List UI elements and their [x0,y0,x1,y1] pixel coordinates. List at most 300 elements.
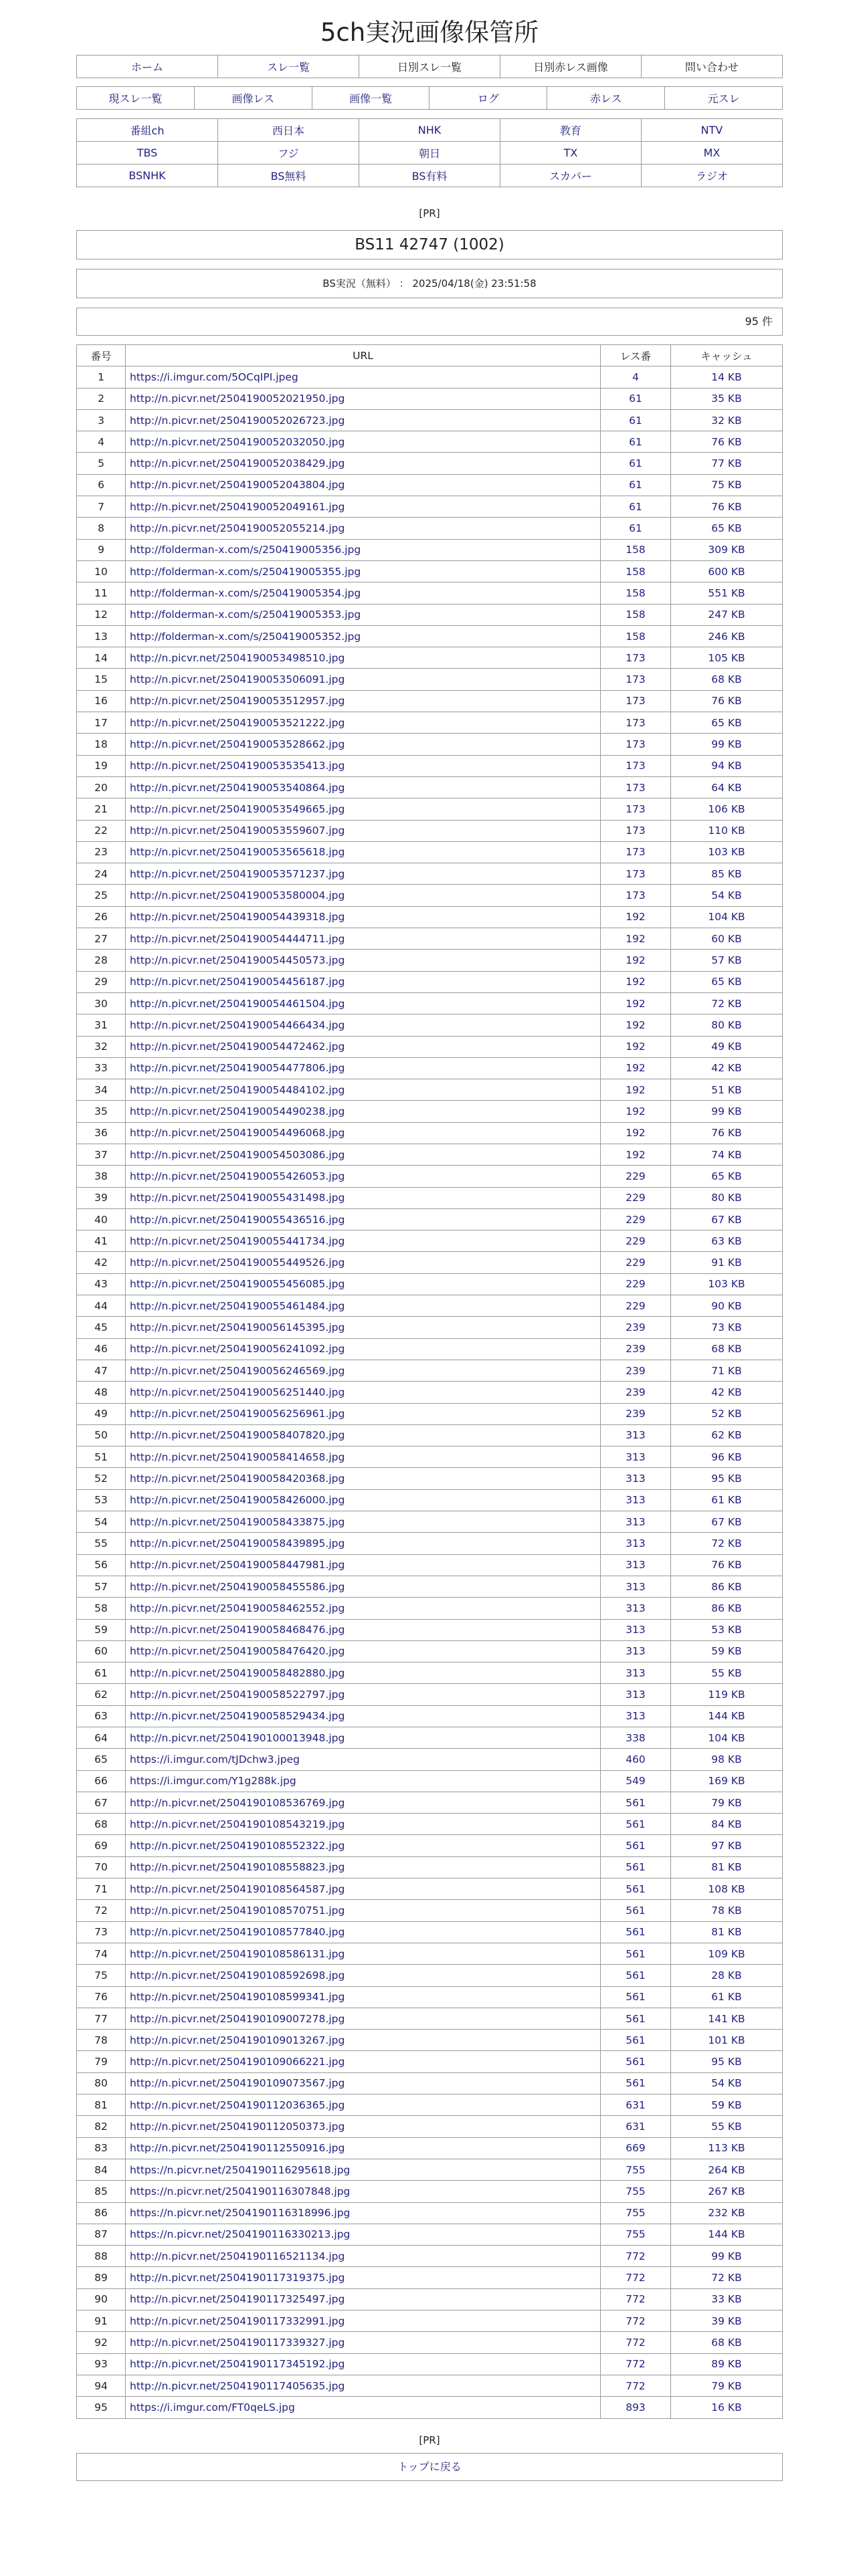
row-cache-link[interactable]: 59 KB [671,1640,783,1662]
row-res-number-link[interactable]: 192 [601,1057,671,1079]
row-res-number-link[interactable]: 239 [601,1403,671,1424]
channel-fuji[interactable]: フジ [218,142,359,165]
nav-log[interactable]: ログ [430,87,547,110]
nav-original-thread[interactable]: 元スレ [665,87,783,110]
row-url-link[interactable]: http://folderman-x.com/s/250419005354.jpg [126,582,601,604]
row-cache-link[interactable]: 65 KB [671,712,783,734]
row-res-number-link[interactable]: 313 [601,1489,671,1511]
row-url-link[interactable]: http://n.picvr.net/2504190053580004.jpg [126,885,601,906]
row-url-link[interactable]: http://folderman-x.com/s/250419005353.jpg [126,604,601,625]
row-cache-link[interactable]: 35 KB [671,388,783,409]
channel-mx[interactable]: MX [642,142,783,165]
row-res-number-link[interactable]: 239 [601,1338,671,1360]
row-cache-link[interactable]: 104 KB [671,906,783,928]
row-res-number-link[interactable]: 239 [601,1360,671,1381]
row-res-number-link[interactable]: 561 [601,2030,671,2051]
row-cache-link[interactable]: 72 KB [671,992,783,1014]
row-cache-link[interactable]: 76 KB [671,1122,783,1144]
row-url-link[interactable]: http://n.picvr.net/2504190112550916.jpg [126,2137,601,2159]
row-url-link[interactable]: http://n.picvr.net/2504190054472462.jpg [126,1036,601,1057]
row-cache-link[interactable]: 55 KB [671,1662,783,1684]
row-cache-link[interactable]: 32 KB [671,409,783,431]
row-cache-link[interactable]: 76 KB [671,431,783,453]
row-url-link[interactable]: http://n.picvr.net/2504190117339327.jpg [126,2332,601,2353]
channel-skyperfect[interactable]: スカパー [500,165,642,187]
row-cache-link[interactable]: 79 KB [671,2375,783,2396]
row-url-link[interactable]: http://n.picvr.net/2504190054496068.jpg [126,1122,601,1144]
row-url-link[interactable]: http://n.picvr.net/2504190052021950.jpg [126,388,601,409]
row-cache-link[interactable]: 141 KB [671,2008,783,2029]
row-res-number-link[interactable]: 755 [601,2181,671,2202]
row-cache-link[interactable]: 51 KB [671,1079,783,1101]
row-res-number-link[interactable]: 192 [601,1101,671,1122]
row-cache-link[interactable]: 81 KB [671,1921,783,1943]
row-cache-link[interactable]: 86 KB [671,1576,783,1597]
nav-home[interactable]: ホーム [77,56,218,78]
row-cache-link[interactable]: 86 KB [671,1598,783,1619]
row-res-number-link[interactable]: 772 [601,2353,671,2375]
row-cache-link[interactable]: 91 KB [671,1252,783,1273]
row-cache-link[interactable]: 81 KB [671,1856,783,1878]
row-url-link[interactable]: http://n.picvr.net/2504190053521222.jpg [126,712,601,734]
row-res-number-link[interactable]: 239 [601,1382,671,1403]
row-url-link[interactable]: http://n.picvr.net/2504190053512957.jpg [126,690,601,712]
row-cache-link[interactable]: 16 KB [671,2397,783,2418]
row-url-link[interactable]: http://n.picvr.net/2504190108592698.jpg [126,1965,601,1986]
row-url-link[interactable]: http://n.picvr.net/2504190117345192.jpg [126,2353,601,2375]
row-res-number-link[interactable]: 173 [601,669,671,690]
row-res-number-link[interactable]: 772 [601,2375,671,2396]
row-url-link[interactable]: http://n.picvr.net/2504190055441734.jpg [126,1230,601,1252]
row-url-link[interactable]: http://n.picvr.net/2504190117325497.jpg [126,2288,601,2310]
row-cache-link[interactable]: 65 KB [671,1166,783,1187]
row-cache-link[interactable]: 103 KB [671,1273,783,1295]
row-url-link[interactable]: http://n.picvr.net/2504190053506091.jpg [126,669,601,690]
row-res-number-link[interactable]: 561 [601,2008,671,2029]
row-res-number-link[interactable]: 313 [601,1640,671,1662]
row-cache-link[interactable]: 62 KB [671,1424,783,1446]
row-cache-link[interactable]: 551 KB [671,582,783,604]
row-res-number-link[interactable]: 772 [601,2311,671,2332]
row-cache-link[interactable]: 247 KB [671,604,783,625]
row-cache-link[interactable]: 67 KB [671,1511,783,1533]
row-res-number-link[interactable]: 158 [601,582,671,604]
row-url-link[interactable]: http://n.picvr.net/2504190054444711.jpg [126,928,601,950]
row-res-number-link[interactable]: 229 [601,1166,671,1187]
row-cache-link[interactable]: 246 KB [671,625,783,647]
row-cache-link[interactable]: 76 KB [671,1554,783,1576]
row-url-link[interactable]: http://n.picvr.net/2504190054439318.jpg [126,906,601,928]
row-url-link[interactable]: http://n.picvr.net/2504190055436516.jpg [126,1208,601,1230]
row-res-number-link[interactable]: 772 [601,2246,671,2267]
row-url-link[interactable]: http://n.picvr.net/2504190058407820.jpg [126,1424,601,1446]
row-res-number-link[interactable]: 61 [601,474,671,496]
back-to-top-link[interactable]: トップに戻る [76,2453,783,2481]
row-res-number-link[interactable]: 158 [601,560,671,582]
nav-red-res[interactable]: 赤レス [547,87,665,110]
channel-bs-paid[interactable]: BS有料 [359,165,500,187]
row-url-link[interactable]: http://n.picvr.net/2504190052043804.jpg [126,474,601,496]
row-url-link[interactable]: http://folderman-x.com/s/250419005355.jpg [126,560,601,582]
row-cache-link[interactable]: 600 KB [671,560,783,582]
row-cache-link[interactable]: 85 KB [671,863,783,885]
row-cache-link[interactable]: 76 KB [671,690,783,712]
row-cache-link[interactable]: 144 KB [671,2224,783,2245]
row-cache-link[interactable]: 84 KB [671,1814,783,1835]
row-cache-link[interactable]: 77 KB [671,453,783,474]
row-url-link[interactable]: http://n.picvr.net/2504190054461504.jpg [126,992,601,1014]
row-res-number-link[interactable]: 772 [601,2332,671,2353]
row-url-link[interactable]: http://n.picvr.net/2504190112050373.jpg [126,2116,601,2137]
nav-thread-list[interactable]: スレ一覧 [218,56,359,78]
row-cache-link[interactable]: 63 KB [671,1230,783,1252]
row-url-link[interactable]: http://n.picvr.net/2504190117332991.jpg [126,2311,601,2332]
row-url-link[interactable]: http://n.picvr.net/2504190052055214.jpg [126,518,601,539]
row-res-number-link[interactable]: 173 [601,776,671,798]
row-url-link[interactable]: http://folderman-x.com/s/250419005352.jpg [126,625,601,647]
row-res-number-link[interactable]: 192 [601,1079,671,1101]
row-url-link[interactable]: http://n.picvr.net/2504190108536769.jpg [126,1792,601,1813]
row-cache-link[interactable]: 59 KB [671,2095,783,2116]
row-url-link[interactable]: http://n.picvr.net/2504190108586131.jpg [126,1943,601,1964]
row-res-number-link[interactable]: 192 [601,992,671,1014]
row-cache-link[interactable]: 61 KB [671,1489,783,1511]
row-url-link[interactable]: http://n.picvr.net/2504190116521134.jpg [126,2246,601,2267]
row-cache-link[interactable]: 76 KB [671,496,783,518]
row-url-link[interactable]: http://n.picvr.net/2504190053565618.jpg [126,841,601,863]
row-url-link[interactable]: http://n.picvr.net/2504190055431498.jpg [126,1187,601,1208]
row-res-number-link[interactable]: 313 [601,1424,671,1446]
row-res-number-link[interactable]: 229 [601,1252,671,1273]
row-res-number-link[interactable]: 61 [601,388,671,409]
channel-nishinihon[interactable]: 西日本 [218,119,359,142]
row-url-link[interactable]: http://n.picvr.net/2504190108552322.jpg [126,1835,601,1856]
row-res-number-link[interactable]: 192 [601,971,671,992]
channel-bs-free[interactable]: BS無料 [218,165,359,187]
row-cache-link[interactable]: 65 KB [671,518,783,539]
row-res-number-link[interactable]: 772 [601,2267,671,2288]
row-res-number-link[interactable]: 158 [601,604,671,625]
row-url-link[interactable]: http://n.picvr.net/2504190054503086.jpg [126,1144,601,1165]
row-url-link[interactable]: http://n.picvr.net/2504190058476420.jpg [126,1640,601,1662]
row-res-number-link[interactable]: 229 [601,1295,671,1317]
row-res-number-link[interactable]: 313 [601,1619,671,1640]
row-cache-link[interactable]: 89 KB [671,2353,783,2375]
row-url-link[interactable]: http://n.picvr.net/2504190054450573.jpg [126,950,601,971]
row-res-number-link[interactable]: 313 [601,1576,671,1597]
row-url-link[interactable]: http://n.picvr.net/2504190052026723.jpg [126,409,601,431]
row-url-link[interactable]: http://n.picvr.net/2504190117319375.jpg [126,2267,601,2288]
row-cache-link[interactable]: 53 KB [671,1619,783,1640]
row-url-link[interactable]: http://n.picvr.net/2504190108599341.jpg [126,1986,601,2008]
row-res-number-link[interactable]: 173 [601,820,671,841]
row-url-link[interactable]: http://n.picvr.net/2504190053571237.jpg [126,863,601,885]
row-res-number-link[interactable]: 631 [601,2095,671,2116]
channel-radio[interactable]: ラジオ [642,165,783,187]
channel-nhk[interactable]: NHK [359,119,500,142]
row-res-number-link[interactable]: 460 [601,1749,671,1770]
row-cache-link[interactable]: 42 KB [671,1382,783,1403]
row-res-number-link[interactable]: 229 [601,1208,671,1230]
row-res-number-link[interactable]: 313 [601,1511,671,1533]
channel-bsnhk[interactable]: BSNHK [77,165,218,187]
channel-tx[interactable]: TX [500,142,642,165]
row-res-number-link[interactable]: 561 [601,1814,671,1835]
row-res-number-link[interactable]: 669 [601,2137,671,2159]
row-url-link[interactable]: https://n.picvr.net/2504190116307848.jpg [126,2181,601,2202]
row-res-number-link[interactable]: 561 [601,1835,671,1856]
row-res-number-link[interactable]: 561 [601,1900,671,1921]
row-res-number-link[interactable]: 755 [601,2159,671,2180]
row-url-link[interactable]: http://n.picvr.net/2504190055426053.jpg [126,1166,601,1187]
row-res-number-link[interactable]: 313 [601,1446,671,1468]
row-cache-link[interactable]: 68 KB [671,2332,783,2353]
row-cache-link[interactable]: 80 KB [671,1014,783,1036]
row-url-link[interactable]: http://n.picvr.net/2504190053498510.jpg [126,647,601,669]
row-url-link[interactable]: https://i.imgur.com/FT0qeLS.jpg [126,2397,601,2418]
row-url-link[interactable]: http://n.picvr.net/2504190108558823.jpg [126,1856,601,1878]
row-res-number-link[interactable]: 772 [601,2288,671,2310]
nav-image-res[interactable]: 画像レス [194,87,312,110]
row-cache-link[interactable]: 68 KB [671,1338,783,1360]
row-res-number-link[interactable]: 313 [601,1554,671,1576]
nav-current-threads[interactable]: 現スレ一覧 [77,87,195,110]
row-url-link[interactable]: http://n.picvr.net/2504190053535413.jpg [126,755,601,776]
row-cache-link[interactable]: 104 KB [671,1727,783,1749]
row-cache-link[interactable]: 49 KB [671,1036,783,1057]
row-cache-link[interactable]: 72 KB [671,2267,783,2288]
row-cache-link[interactable]: 60 KB [671,928,783,950]
row-url-link[interactable]: http://n.picvr.net/2504190053559607.jpg [126,820,601,841]
row-cache-link[interactable]: 39 KB [671,2311,783,2332]
row-url-link[interactable]: http://n.picvr.net/2504190109066221.jpg [126,2051,601,2072]
row-cache-link[interactable]: 14 KB [671,366,783,388]
row-url-link[interactable]: http://n.picvr.net/2504190109073567.jpg [126,2072,601,2094]
row-cache-link[interactable]: 80 KB [671,1187,783,1208]
row-cache-link[interactable]: 99 KB [671,1101,783,1122]
row-url-link[interactable]: http://n.picvr.net/2504190108570751.jpg [126,1900,601,1921]
row-res-number-link[interactable]: 173 [601,734,671,755]
row-url-link[interactable]: http://n.picvr.net/2504190117405635.jpg [126,2375,601,2396]
row-cache-link[interactable]: 309 KB [671,539,783,560]
row-cache-link[interactable]: 108 KB [671,1879,783,1900]
row-res-number-link[interactable]: 561 [601,1792,671,1813]
row-cache-link[interactable]: 267 KB [671,2181,783,2202]
row-res-number-link[interactable]: 61 [601,518,671,539]
row-url-link[interactable]: http://n.picvr.net/2504190053528662.jpg [126,734,601,755]
row-res-number-link[interactable]: 755 [601,2202,671,2224]
row-cache-link[interactable]: 79 KB [671,1792,783,1813]
row-res-number-link[interactable]: 173 [601,690,671,712]
row-url-link[interactable]: http://n.picvr.net/2504190058447981.jpg [126,1554,601,1576]
row-res-number-link[interactable]: 239 [601,1317,671,1338]
row-url-link[interactable]: http://n.picvr.net/2504190058439895.jpg [126,1533,601,1554]
nav-image-list[interactable]: 画像一覧 [312,87,430,110]
row-res-number-link[interactable]: 561 [601,1943,671,1964]
row-url-link[interactable]: http://n.picvr.net/2504190058482880.jpg [126,1662,601,1684]
row-cache-link[interactable]: 71 KB [671,1360,783,1381]
row-cache-link[interactable]: 109 KB [671,1943,783,1964]
row-cache-link[interactable]: 264 KB [671,2159,783,2180]
row-cache-link[interactable]: 57 KB [671,950,783,971]
row-url-link[interactable]: http://n.picvr.net/2504190055449526.jpg [126,1252,601,1273]
row-res-number-link[interactable]: 561 [601,1986,671,2008]
row-res-number-link[interactable]: 561 [601,2072,671,2094]
row-cache-link[interactable]: 28 KB [671,1965,783,1986]
row-url-link[interactable]: http://n.picvr.net/2504190058455586.jpg [126,1576,601,1597]
row-res-number-link[interactable]: 561 [601,2051,671,2072]
row-cache-link[interactable]: 54 KB [671,2072,783,2094]
row-res-number-link[interactable]: 631 [601,2116,671,2137]
row-url-link[interactable]: https://n.picvr.net/2504190116330213.jpg [126,2224,601,2245]
row-cache-link[interactable]: 61 KB [671,1986,783,2008]
row-url-link[interactable]: http://n.picvr.net/2504190056256961.jpg [126,1403,601,1424]
channel-asahi[interactable]: 朝日 [359,142,500,165]
row-cache-link[interactable]: 232 KB [671,2202,783,2224]
row-url-link[interactable]: http://n.picvr.net/2504190052049161.jpg [126,496,601,518]
row-url-link[interactable]: http://n.picvr.net/2504190100013948.jpg [126,1727,601,1749]
row-cache-link[interactable]: 72 KB [671,1533,783,1554]
row-res-number-link[interactable]: 561 [601,1856,671,1878]
row-cache-link[interactable]: 94 KB [671,755,783,776]
row-res-number-link[interactable]: 755 [601,2224,671,2245]
row-cache-link[interactable]: 97 KB [671,1835,783,1856]
row-url-link[interactable]: http://n.picvr.net/2504190108564587.jpg [126,1879,601,1900]
row-res-number-link[interactable]: 173 [601,841,671,863]
row-res-number-link[interactable]: 313 [601,1705,671,1727]
row-cache-link[interactable]: 78 KB [671,1900,783,1921]
row-res-number-link[interactable]: 192 [601,1014,671,1036]
row-cache-link[interactable]: 110 KB [671,820,783,841]
row-res-number-link[interactable]: 313 [601,1533,671,1554]
row-res-number-link[interactable]: 4 [601,366,671,388]
row-res-number-link[interactable]: 229 [601,1187,671,1208]
row-url-link[interactable]: http://n.picvr.net/2504190054490238.jpg [126,1101,601,1122]
row-cache-link[interactable]: 33 KB [671,2288,783,2310]
row-res-number-link[interactable]: 192 [601,906,671,928]
row-url-link[interactable]: http://n.picvr.net/2504190052038429.jpg [126,453,601,474]
row-cache-link[interactable]: 113 KB [671,2137,783,2159]
row-url-link[interactable]: https://n.picvr.net/2504190116318996.jpg [126,2202,601,2224]
row-url-link[interactable]: http://n.picvr.net/2504190109013267.jpg [126,2030,601,2051]
row-cache-link[interactable]: 99 KB [671,734,783,755]
channel-kyoiku[interactable]: 教育 [500,119,642,142]
row-res-number-link[interactable]: 173 [601,798,671,820]
row-url-link[interactable]: http://n.picvr.net/2504190053549665.jpg [126,798,601,820]
row-res-number-link[interactable]: 561 [601,1965,671,1986]
row-res-number-link[interactable]: 61 [601,453,671,474]
row-cache-link[interactable]: 90 KB [671,1295,783,1317]
row-url-link[interactable]: http://n.picvr.net/2504190108543219.jpg [126,1814,601,1835]
row-url-link[interactable]: http://folderman-x.com/s/250419005356.jpg [126,539,601,560]
row-url-link[interactable]: http://n.picvr.net/2504190058414658.jpg [126,1446,601,1468]
row-url-link[interactable]: http://n.picvr.net/2504190058420368.jpg [126,1468,601,1489]
row-res-number-link[interactable]: 173 [601,755,671,776]
row-res-number-link[interactable]: 561 [601,1879,671,1900]
row-url-link[interactable]: http://n.picvr.net/2504190058462552.jpg [126,1598,601,1619]
row-cache-link[interactable]: 96 KB [671,1446,783,1468]
row-cache-link[interactable]: 106 KB [671,798,783,820]
row-res-number-link[interactable]: 893 [601,2397,671,2418]
row-url-link[interactable]: http://n.picvr.net/2504190052032050.jpg [126,431,601,453]
row-res-number-link[interactable]: 549 [601,1770,671,1792]
row-url-link[interactable]: http://n.picvr.net/2504190055456085.jpg [126,1273,601,1295]
row-res-number-link[interactable]: 61 [601,496,671,518]
row-cache-link[interactable]: 65 KB [671,971,783,992]
row-cache-link[interactable]: 99 KB [671,2246,783,2267]
row-res-number-link[interactable]: 313 [601,1468,671,1489]
row-url-link[interactable]: http://n.picvr.net/2504190056241092.jpg [126,1338,601,1360]
row-url-link[interactable]: http://n.picvr.net/2504190053540864.jpg [126,776,601,798]
row-url-link[interactable]: http://n.picvr.net/2504190112036365.jpg [126,2095,601,2116]
row-cache-link[interactable]: 52 KB [671,1403,783,1424]
row-cache-link[interactable]: 101 KB [671,2030,783,2051]
channel-tbs[interactable]: TBS [77,142,218,165]
row-res-number-link[interactable]: 192 [601,1144,671,1165]
row-res-number-link[interactable]: 158 [601,625,671,647]
row-res-number-link[interactable]: 173 [601,863,671,885]
row-res-number-link[interactable]: 229 [601,1273,671,1295]
row-res-number-link[interactable]: 173 [601,712,671,734]
row-url-link[interactable]: http://n.picvr.net/2504190058433875.jpg [126,1511,601,1533]
row-cache-link[interactable]: 42 KB [671,1057,783,1079]
row-cache-link[interactable]: 54 KB [671,885,783,906]
row-res-number-link[interactable]: 61 [601,431,671,453]
row-url-link[interactable]: http://n.picvr.net/2504190056145395.jpg [126,1317,601,1338]
row-res-number-link[interactable]: 313 [601,1684,671,1705]
row-cache-link[interactable]: 67 KB [671,1208,783,1230]
row-res-number-link[interactable]: 192 [601,1036,671,1057]
row-url-link[interactable]: https://i.imgur.com/5OCqIPI.jpeg [126,366,601,388]
row-cache-link[interactable]: 103 KB [671,841,783,863]
row-res-number-link[interactable]: 192 [601,1122,671,1144]
row-url-link[interactable]: https://n.picvr.net/2504190116295618.jpg [126,2159,601,2180]
row-res-number-link[interactable]: 313 [601,1662,671,1684]
row-cache-link[interactable]: 68 KB [671,669,783,690]
row-url-link[interactable]: http://n.picvr.net/2504190058529434.jpg [126,1705,601,1727]
row-res-number-link[interactable]: 173 [601,885,671,906]
row-url-link[interactable]: http://n.picvr.net/2504190109007278.jpg [126,2008,601,2029]
row-res-number-link[interactable]: 173 [601,647,671,669]
row-url-link[interactable]: http://n.picvr.net/2504190054477806.jpg [126,1057,601,1079]
row-cache-link[interactable]: 95 KB [671,2051,783,2072]
row-res-number-link[interactable]: 313 [601,1598,671,1619]
row-url-link[interactable]: http://n.picvr.net/2504190058468476.jpg [126,1619,601,1640]
row-url-link[interactable]: http://n.picvr.net/2504190058522797.jpg [126,1684,601,1705]
row-url-link[interactable]: http://n.picvr.net/2504190054456187.jpg [126,971,601,992]
row-url-link[interactable]: http://n.picvr.net/2504190108577840.jpg [126,1921,601,1943]
row-url-link[interactable]: http://n.picvr.net/2504190058426000.jpg [126,1489,601,1511]
row-cache-link[interactable]: 64 KB [671,776,783,798]
row-cache-link[interactable]: 144 KB [671,1705,783,1727]
row-cache-link[interactable]: 98 KB [671,1749,783,1770]
row-res-number-link[interactable]: 338 [601,1727,671,1749]
row-cache-link[interactable]: 169 KB [671,1770,783,1792]
channel-ntv[interactable]: NTV [642,119,783,142]
row-res-number-link[interactable]: 158 [601,539,671,560]
row-url-link[interactable]: http://n.picvr.net/2504190055461484.jpg [126,1295,601,1317]
row-res-number-link[interactable]: 561 [601,1921,671,1943]
row-url-link[interactable]: https://i.imgur.com/tJDchw3.jpeg [126,1749,601,1770]
row-url-link[interactable]: https://i.imgur.com/Y1g288k.jpg [126,1770,601,1792]
row-url-link[interactable]: http://n.picvr.net/2504190054484102.jpg [126,1079,601,1101]
channel-bangumi[interactable]: 番組ch [77,119,218,142]
row-cache-link[interactable]: 74 KB [671,1144,783,1165]
row-cache-link[interactable]: 95 KB [671,1468,783,1489]
row-cache-link[interactable]: 75 KB [671,474,783,496]
row-url-link[interactable]: http://n.picvr.net/2504190056251440.jpg [126,1382,601,1403]
row-res-number-link[interactable]: 192 [601,950,671,971]
